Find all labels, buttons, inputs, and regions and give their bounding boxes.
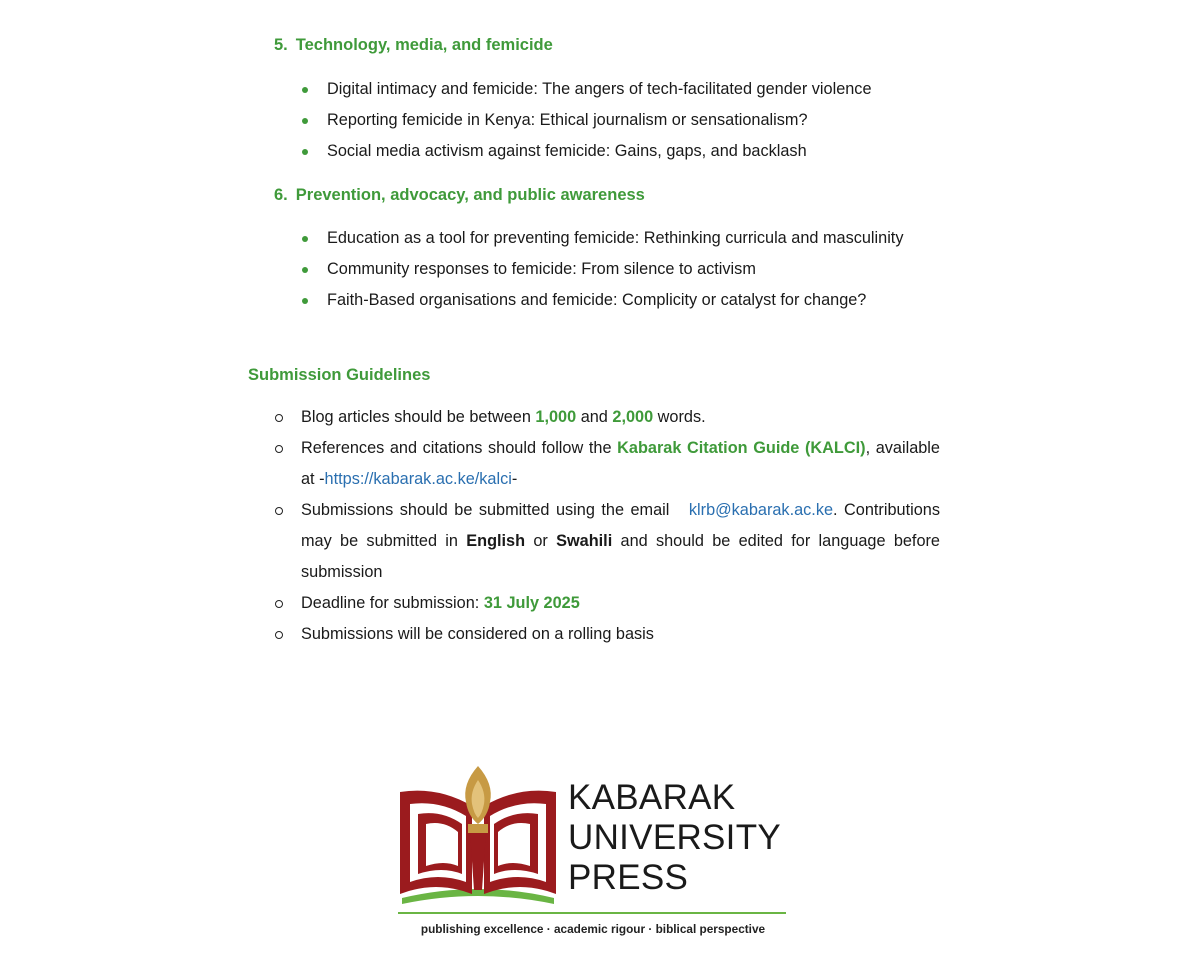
logo-wordmark [568, 778, 781, 898]
text: Submissions will be considered on a rolling basis [301, 625, 654, 643]
text: available at - [301, 439, 940, 488]
kalci-link[interactable]: https://kabarak.ac.ke/kalci [324, 470, 512, 488]
max-words: 2,000 [612, 408, 654, 426]
bullet-icon [302, 118, 308, 124]
bullet-icon [302, 236, 308, 242]
list-item [300, 254, 940, 285]
circle-bullet-icon [275, 507, 283, 515]
list-item [300, 223, 940, 254]
list-item [300, 105, 940, 136]
list-item-text: Community responses to femicide: From silence to activism [327, 260, 756, 278]
text: Contributions may be submitted in [301, 501, 940, 550]
email-link[interactable]: klrb@kabarak.ac.ke [688, 501, 834, 519]
logo-line-3: PRESS [568, 858, 689, 897]
list-item-text: Reporting femicide in Kenya: Ethical journalism or sensationalism? [327, 111, 808, 129]
section-number: 6. [274, 186, 288, 204]
guideline-item [274, 588, 940, 619]
text: Deadline for submission: [301, 594, 484, 612]
logo-line-2: UNIVERSITY [568, 818, 782, 857]
bullet-icon [302, 149, 308, 155]
list-item [300, 285, 940, 316]
list-item-text: Education as a tool for preventing femicide: Rethinking curricula and masculinity [327, 229, 904, 247]
guideline-item [274, 495, 940, 588]
bullet-icon [302, 267, 308, 273]
section-5-list [300, 74, 940, 167]
section-title: Technology, media, and femicide [295, 36, 553, 54]
kabarak-university-press-logo [398, 762, 790, 942]
guidelines-list [274, 402, 940, 650]
text: Submissions should be submitted using the email [301, 501, 676, 519]
text: Blog articles should be between [301, 408, 536, 426]
citation-guide-name: Kabarak Citation Guide (KALCI) [617, 439, 866, 457]
circle-bullet-icon [275, 414, 283, 422]
text: . [833, 501, 838, 519]
circle-bullet-icon [275, 445, 283, 453]
list-item-text: Social media activism against femicide: Gains, gaps, and backlash [327, 142, 807, 160]
bullet-icon [302, 298, 308, 304]
section-title: Prevention, advocacy, and public awareness [295, 186, 645, 204]
text: words. [653, 408, 706, 426]
list-item [300, 74, 940, 105]
language-english: English [466, 532, 526, 550]
text: References and citations should follow the [301, 439, 618, 457]
deadline-date: 31 July 2025 [483, 594, 580, 612]
open-book-torch-icon [398, 762, 558, 910]
list-item [300, 136, 940, 167]
logo-divider [398, 912, 786, 914]
text: - [511, 470, 518, 488]
circle-bullet-icon [275, 631, 283, 639]
submission-guidelines-heading: Submission Guidelines [248, 366, 431, 384]
language-swahili: Swahili [556, 532, 613, 550]
text: and [576, 408, 613, 426]
section-6-heading [274, 186, 645, 205]
section-number: 5. [274, 36, 288, 54]
circle-bullet-icon [275, 600, 283, 608]
section-5-heading [274, 36, 553, 55]
logo-tagline: publishing excellence · academic rigour · biblical perspective [420, 922, 766, 936]
list-item-text: Faith-Based organisations and femicide: Complicity or catalyst for change? [327, 291, 867, 309]
text: , [865, 439, 871, 457]
guideline-item [274, 619, 940, 650]
guideline-item [274, 402, 940, 433]
bullet-icon [302, 87, 308, 93]
min-words: 1,000 [535, 408, 577, 426]
text: and should be edited for language before submission [301, 532, 940, 581]
list-item-text: Digital intimacy and femicide: The angers of tech-facilitated gender violence [327, 80, 872, 98]
text: or [525, 532, 557, 550]
section-6-list [300, 223, 940, 316]
logo-line-1: KABARAK [568, 778, 736, 817]
guideline-item [274, 433, 940, 495]
